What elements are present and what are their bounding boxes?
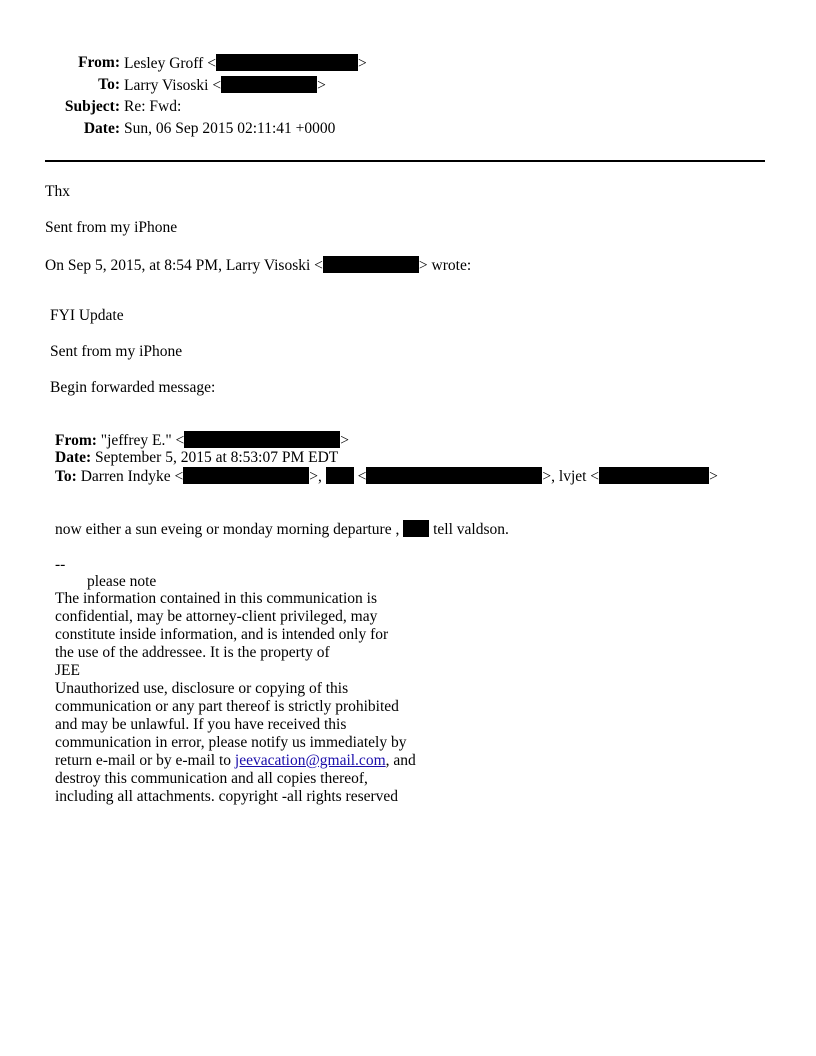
forwarded-message-post: tell valdson. [429,521,509,538]
redaction-block [183,467,309,484]
disclaimer-line: the use of the addressee. It is the property of [55,644,330,661]
forwarded-to-value: Darren Indyke < [80,468,184,485]
disclaimer-text [55,590,416,806]
subject-value: Re: Fwd: [124,98,182,115]
from-value [124,54,367,73]
please-note: please note [87,573,157,590]
redaction-block [323,256,419,273]
date-label: Date: [83,120,120,137]
to-value [124,76,326,95]
redaction-block [216,54,358,71]
date-value: Sun, 06 Sep 2015 02:11:41 +0000 [124,120,336,137]
forwarded-from-close: > [340,432,350,449]
email-link[interactable]: jeevacation@gmail.com [234,752,386,769]
disclaimer-line: communication or any part thereof is strictly prohibited [55,698,399,715]
to-name: Larry Visoski < [124,77,222,94]
forwarded-from-value: "jeffrey E." < [100,432,185,449]
from-close: > [357,55,367,72]
disclaimer-line: and may be unlawful. If you have received this [55,716,347,733]
forwarded-to-label: To: [55,468,77,485]
disclaimer-line: The information contained in this communication is [55,590,377,607]
quoted-line-signature: Sent from my iPhone [50,343,183,360]
quoted-line-fyi: FYI Update [50,307,124,324]
forwarded-message-pre: now either a sun eveing or monday morning departure , [55,521,404,538]
from-name: Lesley Groff < [124,55,216,72]
forwarded-from-row [55,431,349,450]
disclaimer-line: Unauthorized use, disclosure or copying of this [55,680,349,697]
header-divider [45,160,765,162]
disclaimer-line: confidential, may be attorney-client privileged, may [55,608,378,625]
to-close: > [709,468,718,485]
quote-intro [45,256,471,275]
forwarded-to-row [55,467,718,486]
quoted-line-forwarded: Begin forwarded message: [50,379,216,396]
to-label: To: [98,76,120,93]
redaction-block [184,431,340,448]
forwarded-date-label: Date: [55,449,92,466]
forwarded-date-row [55,449,338,467]
disclaimer-line: constitute inside information, and is intended only for [55,626,389,643]
redaction-block [366,467,542,484]
forwarded-date-value: September 5, 2015 at 8:53:07 PM EDT [95,449,339,466]
body-line-signature: Sent from my iPhone [45,219,178,236]
disclaimer-line-email [55,752,416,770]
email-line-pre: return e-mail or by e-mail to [55,752,235,769]
disclaimer-line: JEE [55,662,80,679]
to-separator: >, [309,468,326,485]
forwarded-from-label: From: [55,432,97,449]
to-separator: < [353,468,367,485]
quote-intro-pre: On Sep 5, 2015, at 8:54 PM, Larry Visoski < [45,257,323,274]
disclaimer-line: destroy this communication and all copies thereof, [55,770,368,787]
redaction-block [221,76,317,93]
redaction-block [599,467,709,484]
subject-label: Subject: [64,98,120,115]
signature-dashes: -- [55,556,66,573]
redaction-block [326,467,354,484]
to-separator: >, lvjet < [542,468,600,485]
disclaimer-line: including all attachments. copyright -all rights reserved [55,788,399,805]
from-label: From: [78,54,120,71]
disclaimer-line: communication in error, please notify us immediately by [55,734,407,751]
forwarded-message [55,520,509,539]
body-line-thx: Thx [45,183,70,200]
email-line-post: , and [385,752,416,769]
redaction-block [403,520,429,537]
quote-intro-post: > wrote: [418,257,472,274]
to-close: > [317,77,326,94]
